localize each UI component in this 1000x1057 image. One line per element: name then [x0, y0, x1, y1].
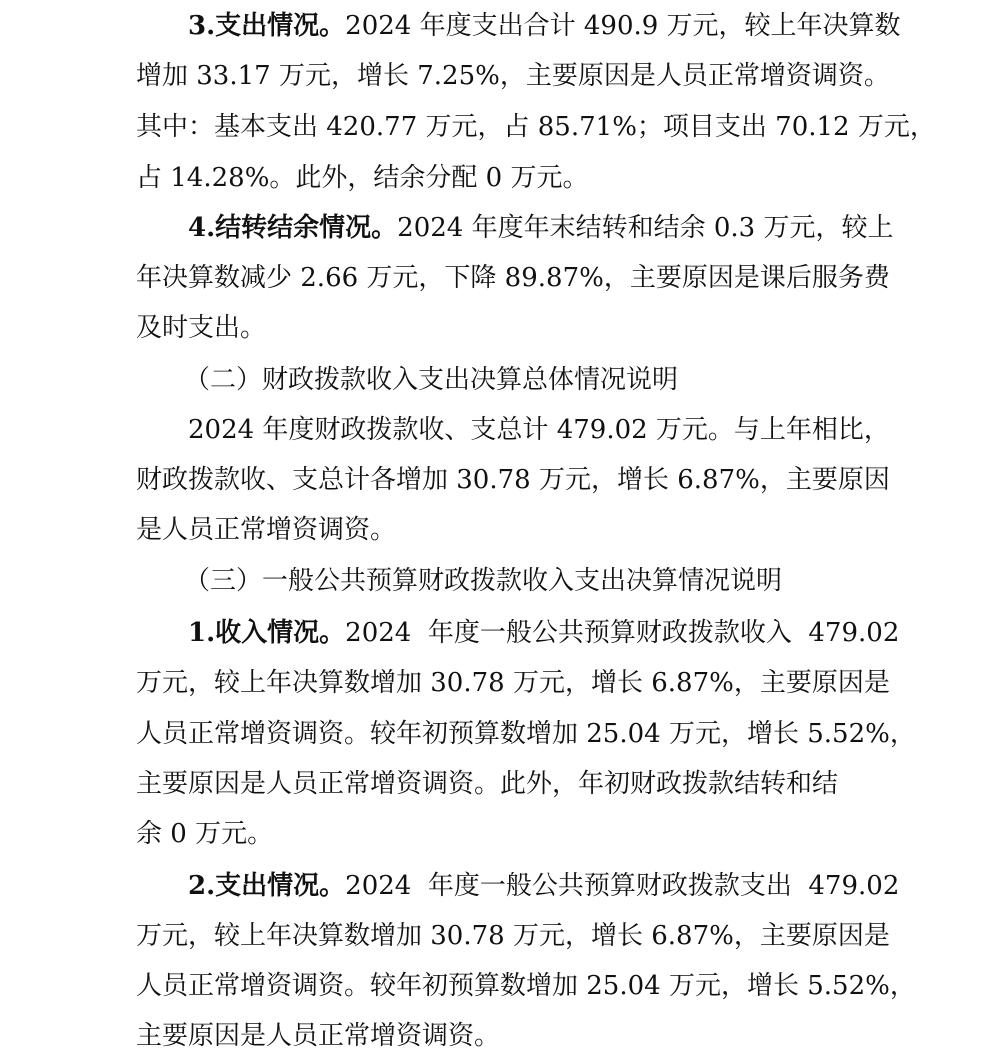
body-text-line: 主要原因是人员正常增资调资。 — [136, 1021, 501, 1051]
body-text-line: 财政拨款收、支总计各增加 30.78 万元，增长 6.87%，主要原因 — [136, 465, 890, 495]
body-text-line: 及时支出。 — [136, 313, 267, 343]
body-text: 2024 年度一般公共预算财政拨款支出 479.02 — [345, 871, 900, 901]
body-text: 2024 年度一般公共预算财政拨款收入 479.02 — [345, 618, 900, 648]
body-text-line: 万元，较上年决算数增加 30.78 万元，增长 6.87%，主要原因是 — [136, 921, 890, 951]
body-text-line: 增加 33.17 万元，增长 7.25%，主要原因是人员正常增资调资。 — [136, 61, 890, 91]
section-heading-3: （三）一般公共预算财政拨款收入支出决算情况说明 — [184, 566, 783, 596]
body-text-line: 年决算数减少 2.66 万元，下降 89.87%，主要原因是课后服务费 — [136, 263, 890, 293]
paragraph-expenditure-line-1 — [0, 6, 1000, 46]
body-text: 2024 年度年末结转和结余 0.3 万元，较上 — [397, 213, 894, 243]
body-text-line: 人员正常增资调资。较年初预算数增加 25.04 万元，增长 5.52%， — [136, 971, 916, 1001]
section-title-income: 1.收入情况。 — [188, 618, 346, 648]
section-title-carryover: 4.结转结余情况。 — [188, 213, 398, 243]
paragraph-carryover-line-1 — [0, 208, 1000, 248]
body-text-line: 主要原因是人员正常增资调资。此外，年初财政拨款结转和结 — [136, 769, 839, 799]
body-text: 2024 年度支出合计 490.9 万元，较上年决算数 — [345, 11, 901, 41]
body-text-line: 万元，较上年决算数增加 30.78 万元，增长 6.87%，主要原因是 — [136, 668, 890, 698]
body-text-line: 占 14.28%。此外，结余分配 0 万元。 — [136, 163, 589, 193]
body-text-line: 是人员正常增资调资。 — [136, 515, 397, 545]
body-text-line: 余 0 万元。 — [136, 819, 274, 849]
section-title-budget-expenditure: 2.支出情况。 — [188, 871, 346, 901]
section-heading-2: （二）财政拨款收入支出决算总体情况说明 — [184, 365, 679, 395]
paragraph-income-line-1 — [0, 613, 1000, 653]
body-text-line: 其中：基本支出 420.77 万元，占 85.71%；项目支出 70.12 万元， — [136, 112, 936, 142]
body-text-line: 人员正常增资调资。较年初预算数增加 25.04 万元，增长 5.52%， — [136, 719, 916, 749]
section-title-expenditure: 3.支出情况。 — [188, 11, 346, 41]
body-text-line: 2024 年度财政拨款收、支总计 479.02 万元。与上年相比， — [188, 415, 890, 445]
paragraph-budget-expenditure-line-1 — [0, 866, 1000, 906]
